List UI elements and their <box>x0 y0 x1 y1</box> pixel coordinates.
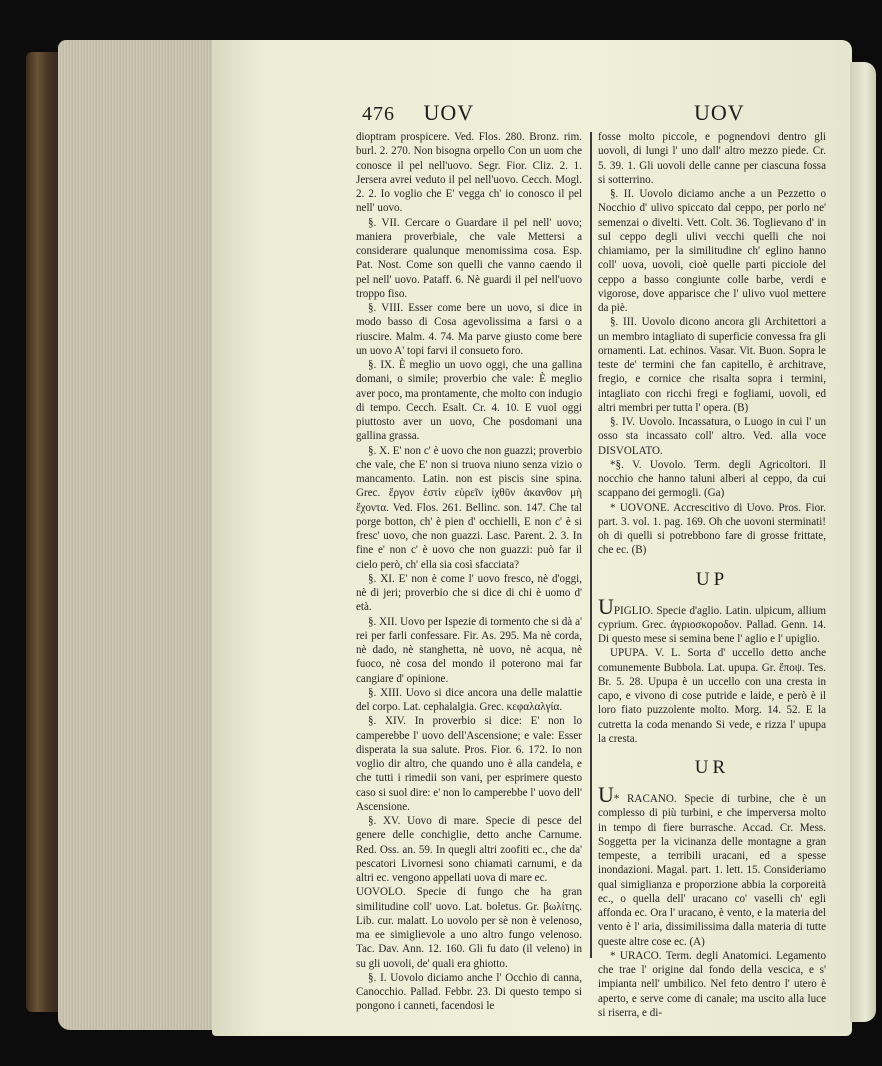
entry-paragraph: §. VIII. Esser come bere un uovo, si dice in modo basso di Cosa agevolissima a farsi o a riuscire. Malm. 4. 74. Ma parve giusto come bere un uovo A' topi farvi il consueto foro. <box>356 302 582 357</box>
entry-paragraph: UOVOLO. Specie di fungo che ha gran similitudine coll' uovo. Lat. boletus. Gr. βωλίτης. Lib. cur. malatt. Lo uovolo per sè non è velenoso, ma ee simiglievole a uno altro fungo velenoso. Tac. Dav. Ann. 12. 160. Gli fu dato (il veleno) in su gli uovoli, de' quali era ghiotto. <box>356 886 582 970</box>
right-head-word: UOV <box>694 100 745 125</box>
entry-paragraph: §. IX. È meglio un uovo oggi, che una gallina domani, o simile; proverbio che vale: È meglio aver poco, ma prontamente, che molto con indugio di tempo. Cecch. Esalt. Cr. 4. 10. E vuol oggi piuttosto aver un uovo, Che posdomani una gallina grassa. <box>356 359 582 443</box>
running-head-left <box>362 100 474 126</box>
page-edges <box>58 40 218 1030</box>
facing-page-edge <box>850 62 876 1022</box>
entry-paragraph: §. XII. Uovo per Ispezie di tormento che si dà a' rei per farli confessare. Fir. As. 295. Ma nè corda, nè dado, nè stanghetta, nè uovo, nè acqua, nè fuoco, nè cosa del mondo il poterono mai far cangiare d' opinione. <box>356 615 582 685</box>
column-rule <box>590 132 592 958</box>
entry-paragraph: §. IV. Uovolo. Incassatura, o Luogo in cui l' un osso sta incassato coll' altro. Ved. alla voce DISVOLATO. <box>598 416 826 457</box>
entry-paragraph: *§. V. Uovolo. Term. degli Agricoltori. Il nocchio che hanno taluni alberi al ceppo, da cui scappano dei germogli. (Ga) <box>598 458 826 500</box>
drop-cap: U <box>598 782 614 807</box>
left-column <box>356 130 582 1014</box>
entry-text: * RACANO. Specie di turbine, che è un complesso di più turbini, e che imperversa molto in tempo di fiere burrasche. Accad. Cr. Mess. Soggetta per la vicinanza delle montagne a gran tempeste, a terribili uracani, ed a spesse inondazioni. Magal. part. 1. lett. 15. Consideriamo qual simiglianza e proporzione abbia la corporeità ec., o quella dell' uracano co' vaselli ch' egli affonda ec. Ora l' uracano, è vento, e la materia del vento è l' aria, dissimilissima dalla materia di tutte queste altre cose ec. (A) <box>598 793 826 948</box>
left-head-word: UOV <box>423 100 475 125</box>
entry-paragraph: dioptram prospicere. Ved. Flos. 280. Bronz. rim. burl. 2. 270. Non bisogna orpello Con un uom che conosce il pel nell'uovo. Segr. Fior. Cliz. 2. 1. Jersera avrei veduto il pel nell'uovo. Cecch. Mogl. 2. 2. Io voglio che E' vegga ch' io conosco il pel nell' uovo. <box>356 131 582 215</box>
entry-text: PIGLIO. Specie d'aglio. Latin. ulpicum, allium cyprium. Grec. ἀγριοσκοροδον. Pallad. Genn. 14. Di questo mese si semina bene l' aglio e l' upiglio. <box>598 604 826 645</box>
entry-paragraph: UPUPA. V. L. Sorta d' uccello detto anche comunemente Bubbola. Lat. upupa. Gr. ἔποψ. Tes. Br. 5. 28. Upupa è un uccello con una cresta in capo, e vivono di cose putride e laide, e però è il loro fiato puzzolente molto. Morg. 14. 52. E la cutretta la coda menando Si vede, e rizza l' upupa la cresta. <box>598 647 826 745</box>
entry-paragraph: * UOVONE. Accrescitivo di Uovo. Pros. Fior. part. 3. vol. 1. pag. 169. Oh che uovoni sterminati! oh di quelli si potrebbono fare di grosse frittate, che ec. (B) <box>598 501 826 557</box>
page-number: 476 <box>362 103 395 125</box>
right-column <box>598 130 826 1020</box>
drop-cap: U <box>598 593 614 619</box>
entry-paragraph: §. X. E' non c' è uovo che non guazzi; proverbio che vale, che E' non si truova niuno senza vizio o mancamento. Latin. non est piscis sine spina. Grec. ἔργον ἐστὶν εὑρεῖν ἰχθῦν ἀκανθον μὴ ἔχοντα. Ved. Flos. 261. Bellinc. son. 147. Che tal porge botton, ch' è pien d' occhielli, E non c' è si fresc' uovo, che non guazzi. Lasc. Parent. 2. 3. In fine e' non c' è uovo che non guazzi: può far il cielo però, ch' ella sia così sfacciata? <box>356 444 582 571</box>
section-heading-up: UP <box>695 568 729 590</box>
entry-paragraph <box>598 593 826 647</box>
section-heading-ur: UR <box>694 757 730 778</box>
entry-paragraph: * URACO. Term. degli Anatomici. Legamento che trae l' origine dal fondo della vescica, e s' impianta nell' umbilico. Nel feto dentro l' utero è aperto, e serve come di canale; ma uscito alla luce si riserra, e di- <box>598 949 826 1019</box>
entry-paragraph: §. I. Uovolo diciamo anche l' Occhio di canna, Canocchio. Pallad. Febbr. 23. Di questo tempo si pongono i canneti, facendosi le <box>356 971 582 1013</box>
entry-paragraph: fosse molto piccole, e pognendovi dentro gli uovoli, di lungi l' uno dall' altro mezzo piede. Cr. 5. 39. 1. Gli uovoli delle canne per ciascuna fossa si sotterrino. <box>598 131 826 186</box>
entry-paragraph: §. XI. E' non è come l' uovo fresco, nè d'oggi, nè di jeri; proverbio che si dice di chi è uomo d' età. <box>356 572 582 614</box>
entry-paragraph: §. III. Uovolo dicono ancora gli Architettori a un membro intagliato di superficie convessa fra gli ornamenti. Lat. echinos. Vasar. Vit. Buon. Sopra le teste de' termini che fan capitello, è architrave, fregio, e cornice che risalta sopra i termini, intagliato con ricchi fregi e fogliami, uovoli, ed altri membri per tutta l' opera. (B) <box>598 316 826 414</box>
running-head-right <box>694 100 745 126</box>
entry-paragraph: §. XV. Uovo di mare. Specie di pesce del genere delle conchiglie, detto anche Carnume. Red. Oss. an. 59. In quegli altri zoofiti ec., che da' pescatori Livornesi sono chiamati carnumi, e da altri ec. vengono appellati uova di mare ec. <box>356 815 582 884</box>
entry-paragraph: §. XIII. Uovo si dice ancora una delle malattie del corpo. Lat. cephalalgia. Grec. κεφαλαλγία. <box>356 686 582 713</box>
entry-paragraph: §. VII. Cercare o Guardare il pel nell' uovo; maniera proverbiale, che vale Mettersi a considerare qualunque menomissima cosa. Esp. Pat. Nost. Come son quelli che vanno caendo il pel nell' uovo. Pataff. 6. Nè guardi il pel nell'uovo troppo fiso. <box>356 216 582 300</box>
entry-paragraph: §. II. Uovolo diciamo anche a un Pezzetto o Nocchio d' ulivo spiccato dal ceppo, per porlo ne' semenzai o divelti. Vett. Colt. 36. Toglievano d' in sul ceppo degli ulivi vecchi quelli che noi chiamiamo, per la similitudine ch' eglino hanno coll' uova, uovoli, cioè quelle parti picciole del ceppo a basso congiunte colle barbe, verdi e vigorose, dove apparisce che l' ulivo vuol mettere da piè. <box>598 188 826 314</box>
entry-paragraph <box>598 782 826 949</box>
entry-paragraph: §. XIV. In proverbio si dice: E' non lo camperebbe l' uovo dell'Ascensione; e vale: Esser disperata la sua salute. Pros. Fior. 6. 172. Io non voglio dir altro, che quando uno è alla candela, e che tutti i rimedii son vani, per esprimere questo caso si suol dire: e' non lo camperebbe l' uovo dell' Ascensione. <box>356 715 582 813</box>
